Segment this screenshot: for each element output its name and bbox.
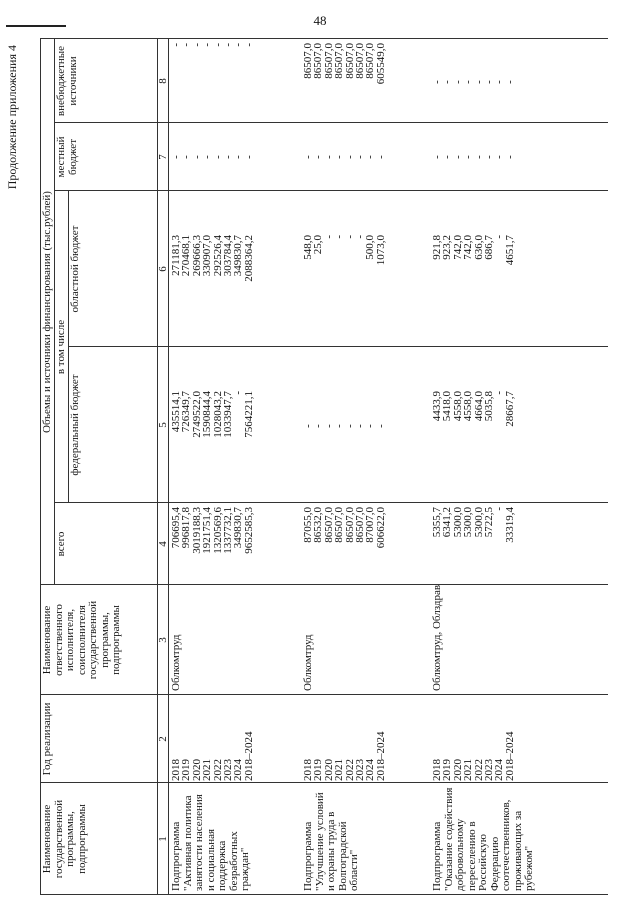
table-cell: 270468,1 <box>180 235 193 277</box>
table-cell: - <box>493 235 506 239</box>
section-3-federal <box>432 391 515 501</box>
table-cell: 996817,8 <box>180 507 193 549</box>
header-executor: Наименование ответственного исполнителя, соисполнителя государственной программы, подпрограммы <box>41 600 122 680</box>
table-cell: 86507,0 <box>302 43 314 79</box>
table-cell: 3019188,3 <box>190 507 203 554</box>
table-cell: 25,0 <box>312 235 325 255</box>
table-cell: 2018–2024 <box>503 731 516 781</box>
section-1-extra <box>171 43 254 121</box>
header-including: в том числе <box>55 319 67 375</box>
header-total: всего <box>55 531 67 557</box>
table-cell: 2022 <box>343 759 356 781</box>
table-cell: 9652585,3 <box>242 507 255 554</box>
table-cell: 921,8 <box>431 235 443 260</box>
table-cell: 1590844,4 <box>201 391 214 438</box>
section-3-years <box>432 701 515 781</box>
table-cell: 4651,7 <box>503 235 516 266</box>
table-cell: - <box>343 155 356 159</box>
table-cell: 86507,0 <box>353 507 366 543</box>
table-cell: - <box>322 235 335 239</box>
table-cell: - <box>353 155 366 159</box>
table-cell: 330907,0 <box>201 235 214 277</box>
table-cell: 86507,0 <box>333 507 346 543</box>
table-cell: 86507,0 <box>322 507 335 543</box>
table-cell: 4433,9 <box>431 391 443 422</box>
table-cell: - <box>451 155 464 159</box>
table-cell: 2022 <box>472 759 485 781</box>
table-cell: 2021 <box>462 759 475 781</box>
table-cell: - <box>441 80 454 84</box>
table-cell: 86507,0 <box>343 43 356 79</box>
section-1-regional <box>171 235 254 345</box>
table-cell: - <box>333 235 346 239</box>
col-number-7: 7 <box>157 154 169 160</box>
table-cell: 1033947,7 <box>221 391 234 438</box>
section-3-executor: Облкомтруд, Облздрав <box>431 584 443 691</box>
table-cell: - <box>242 155 255 159</box>
header-name: Наименование государственной программы, подпрограммы <box>41 799 88 879</box>
table-cell: 706695,4 <box>170 507 182 549</box>
table-cell: - <box>312 424 325 428</box>
table-cell: - <box>221 155 234 159</box>
table-cell: - <box>482 155 495 159</box>
table-cell: 686,7 <box>482 235 495 260</box>
table-cell: 605549,0 <box>374 43 387 85</box>
table-cell: 5035,8 <box>482 391 495 422</box>
section-1-executor: Облкомтруд <box>170 634 182 691</box>
section-1-local <box>171 125 254 189</box>
table-cell: - <box>211 43 224 47</box>
table-cell: - <box>431 80 443 84</box>
table-cell: - <box>472 155 485 159</box>
table-cell: 500,0 <box>364 235 377 260</box>
section-2-local <box>303 125 386 189</box>
table-cell: 2019 <box>312 759 325 781</box>
table-cell: - <box>180 155 193 159</box>
table-cell: 86507,0 <box>333 43 346 79</box>
table-cell: 86507,0 <box>353 43 366 79</box>
table-cell: 1921751,4 <box>201 507 214 554</box>
col-number-5: 5 <box>157 422 169 428</box>
table-cell: 86507,0 <box>322 43 335 79</box>
table-cell: 28667,7 <box>503 391 516 427</box>
table-cell: - <box>503 80 516 84</box>
table-cell: - <box>170 155 182 159</box>
col-number-1: 1 <box>157 836 169 842</box>
table-cell: 2020 <box>190 759 203 781</box>
table-cell: 2023 <box>353 759 366 781</box>
table-cell: - <box>374 155 387 159</box>
section-3-total <box>432 507 515 583</box>
table-cell: - <box>364 155 377 159</box>
section-2-regional <box>303 235 386 345</box>
table-cell: 86507,0 <box>312 43 325 79</box>
table-cell: 4664,0 <box>472 391 485 422</box>
table-cell: - <box>322 424 335 428</box>
table-cell: 2023 <box>221 759 234 781</box>
table-cell: - <box>201 155 214 159</box>
table-cell: 2024 <box>493 759 506 781</box>
table-cell: 2022 <box>211 759 224 781</box>
section-2-total <box>303 507 386 583</box>
table-cell: 1073,0 <box>374 235 387 266</box>
table-cell: 2024 <box>232 759 245 781</box>
table-cell: - <box>364 424 377 428</box>
table-cell: 2749522,0 <box>190 391 203 438</box>
table-cell: 5300,0 <box>472 507 485 538</box>
section-1-name: Подпрограмма "Активная политика занятости населения и социальная поддержка безработных граждан" <box>170 794 251 891</box>
table-cell: 2018 <box>170 759 182 781</box>
table-cell: - <box>353 235 366 239</box>
table-cell: 726349,7 <box>180 391 193 433</box>
header-local: местный бюджет <box>55 136 79 178</box>
table-cell: - <box>374 424 387 428</box>
section-2-federal <box>303 351 386 501</box>
table-cell: - <box>322 155 335 159</box>
table-cell: - <box>190 155 203 159</box>
table-cell: 87007,0 <box>364 507 377 543</box>
col-number-6: 6 <box>157 266 169 272</box>
table-cell: 5300,0 <box>462 507 475 538</box>
section-3-name: Подпрограмма "Оказание содействия добровольному переселению в Российскую Федерацию соотечественников, проживающих за рубежом" <box>431 787 535 891</box>
col-number-2: 2 <box>157 736 169 742</box>
header-volumes: Объемы и источники финансирования (тыс.рублей) <box>41 191 53 433</box>
section-3-regional <box>432 235 515 345</box>
table-cell: 606622,0 <box>374 507 387 549</box>
table-cell: 7564221,1 <box>242 391 255 438</box>
col-number-8: 8 <box>157 78 169 84</box>
table-cell: 5722,5 <box>482 507 495 538</box>
table-cell: 2088364,2 <box>242 235 255 282</box>
table-cell: 2019 <box>180 759 193 781</box>
table-cell: 1337732,1 <box>221 507 234 554</box>
section-3-extra <box>432 43 515 121</box>
header-year: Год реализации <box>41 702 53 776</box>
section-2-executor: Облкомтруд <box>302 634 314 691</box>
col-number-3: 3 <box>157 637 169 643</box>
table-cell: 269666,3 <box>190 235 203 277</box>
section-2-years <box>303 701 386 781</box>
table-cell: - <box>503 155 516 159</box>
table-cell: 86507,0 <box>364 43 377 79</box>
table-cell: 2018 <box>302 759 314 781</box>
table-cell: - <box>343 235 356 239</box>
table-cell: - <box>482 80 495 84</box>
table-cell: 636,0 <box>472 235 485 260</box>
table-cell: - <box>472 80 485 84</box>
table-cell: - <box>493 80 506 84</box>
header-regional: областной бюджет <box>69 225 81 313</box>
table-cell: - <box>170 43 182 47</box>
table-cell: 271181,3 <box>170 235 182 276</box>
continuation-label: Продолжение приложения 4 <box>5 45 19 190</box>
table-cell: - <box>211 155 224 159</box>
table-cell: 1028043,2 <box>211 391 224 438</box>
section-2-extra <box>303 43 386 121</box>
table-cell: 2021 <box>333 759 346 781</box>
table-cell: - <box>462 80 475 84</box>
table-cell: - <box>201 43 214 47</box>
table-cell: - <box>462 155 475 159</box>
table-cell: - <box>493 155 506 159</box>
table-cell: - <box>242 43 255 47</box>
table-cell: - <box>180 43 193 47</box>
table-cell: 349830,7 <box>232 507 245 549</box>
table-cell: 2020 <box>451 759 464 781</box>
table-cell: 33319,4 <box>503 507 516 543</box>
table-cell: - <box>441 155 454 159</box>
table-cell: - <box>333 155 346 159</box>
table-cell: 2019 <box>441 759 454 781</box>
table-cell: 303784,4 <box>221 235 234 277</box>
table-cell: 86532,0 <box>312 507 325 543</box>
table-cell: 349830,7 <box>232 235 245 277</box>
table-cell: 5418,0 <box>441 391 454 422</box>
table-cell: 5355,7 <box>431 507 443 538</box>
table-cell: 548,0 <box>302 235 314 260</box>
table-cell: 2023 <box>482 759 495 781</box>
table-cell: 86507,0 <box>343 507 356 543</box>
table-cell: - <box>451 80 464 84</box>
table-cell: - <box>232 391 245 395</box>
table-cell: 742,0 <box>451 235 464 260</box>
table-cell: - <box>333 424 346 428</box>
table-cell: 2018–2024 <box>242 731 255 781</box>
table-cell: - <box>493 507 506 511</box>
col-number-4: 4 <box>157 541 169 547</box>
table-cell: 4558,0 <box>462 391 475 422</box>
section-1-years <box>171 701 254 781</box>
table-cell: 923,2 <box>441 235 454 260</box>
table-cell: 2018–2024 <box>374 731 387 781</box>
table-cell: 292526,4 <box>211 235 224 277</box>
table-cell: - <box>221 43 234 47</box>
header-extra: внебюджетные источники <box>55 45 79 117</box>
page-number: 48 <box>313 13 327 28</box>
table-cell: 1320569,6 <box>211 507 224 554</box>
table-cell: 2018 <box>431 759 443 781</box>
table-cell: - <box>493 391 506 395</box>
table-cell: 6341,2 <box>441 507 454 538</box>
table-cell: 4558,0 <box>451 391 464 422</box>
table-cell: - <box>302 424 314 428</box>
section-3-local <box>432 125 515 189</box>
table-cell: - <box>343 424 356 428</box>
section-1-federal <box>171 391 254 501</box>
header-federal: федеральный бюджет <box>69 374 81 476</box>
table-cell: 742,0 <box>462 235 475 260</box>
table-cell: 5300,0 <box>451 507 464 538</box>
table-cell: - <box>431 155 443 159</box>
table-cell: - <box>232 43 245 47</box>
table-cell: 2024 <box>364 759 377 781</box>
financing-table <box>40 39 608 895</box>
corner-mark <box>6 25 66 27</box>
table-cell: - <box>232 155 245 159</box>
table-cell: - <box>312 155 325 159</box>
table-cell: 2020 <box>322 759 335 781</box>
section-1-total <box>171 507 254 583</box>
table-cell: - <box>302 155 314 159</box>
table-cell: 2021 <box>201 759 214 781</box>
table-cell: 435514,1 <box>170 391 182 433</box>
table-cell: - <box>353 424 366 428</box>
section-2-name: Подпрограмма "Улучшение условий и охраны труда в Волгоградской области" <box>302 792 360 891</box>
table-cell: 87055,0 <box>302 507 314 543</box>
table-cell: - <box>190 43 203 47</box>
